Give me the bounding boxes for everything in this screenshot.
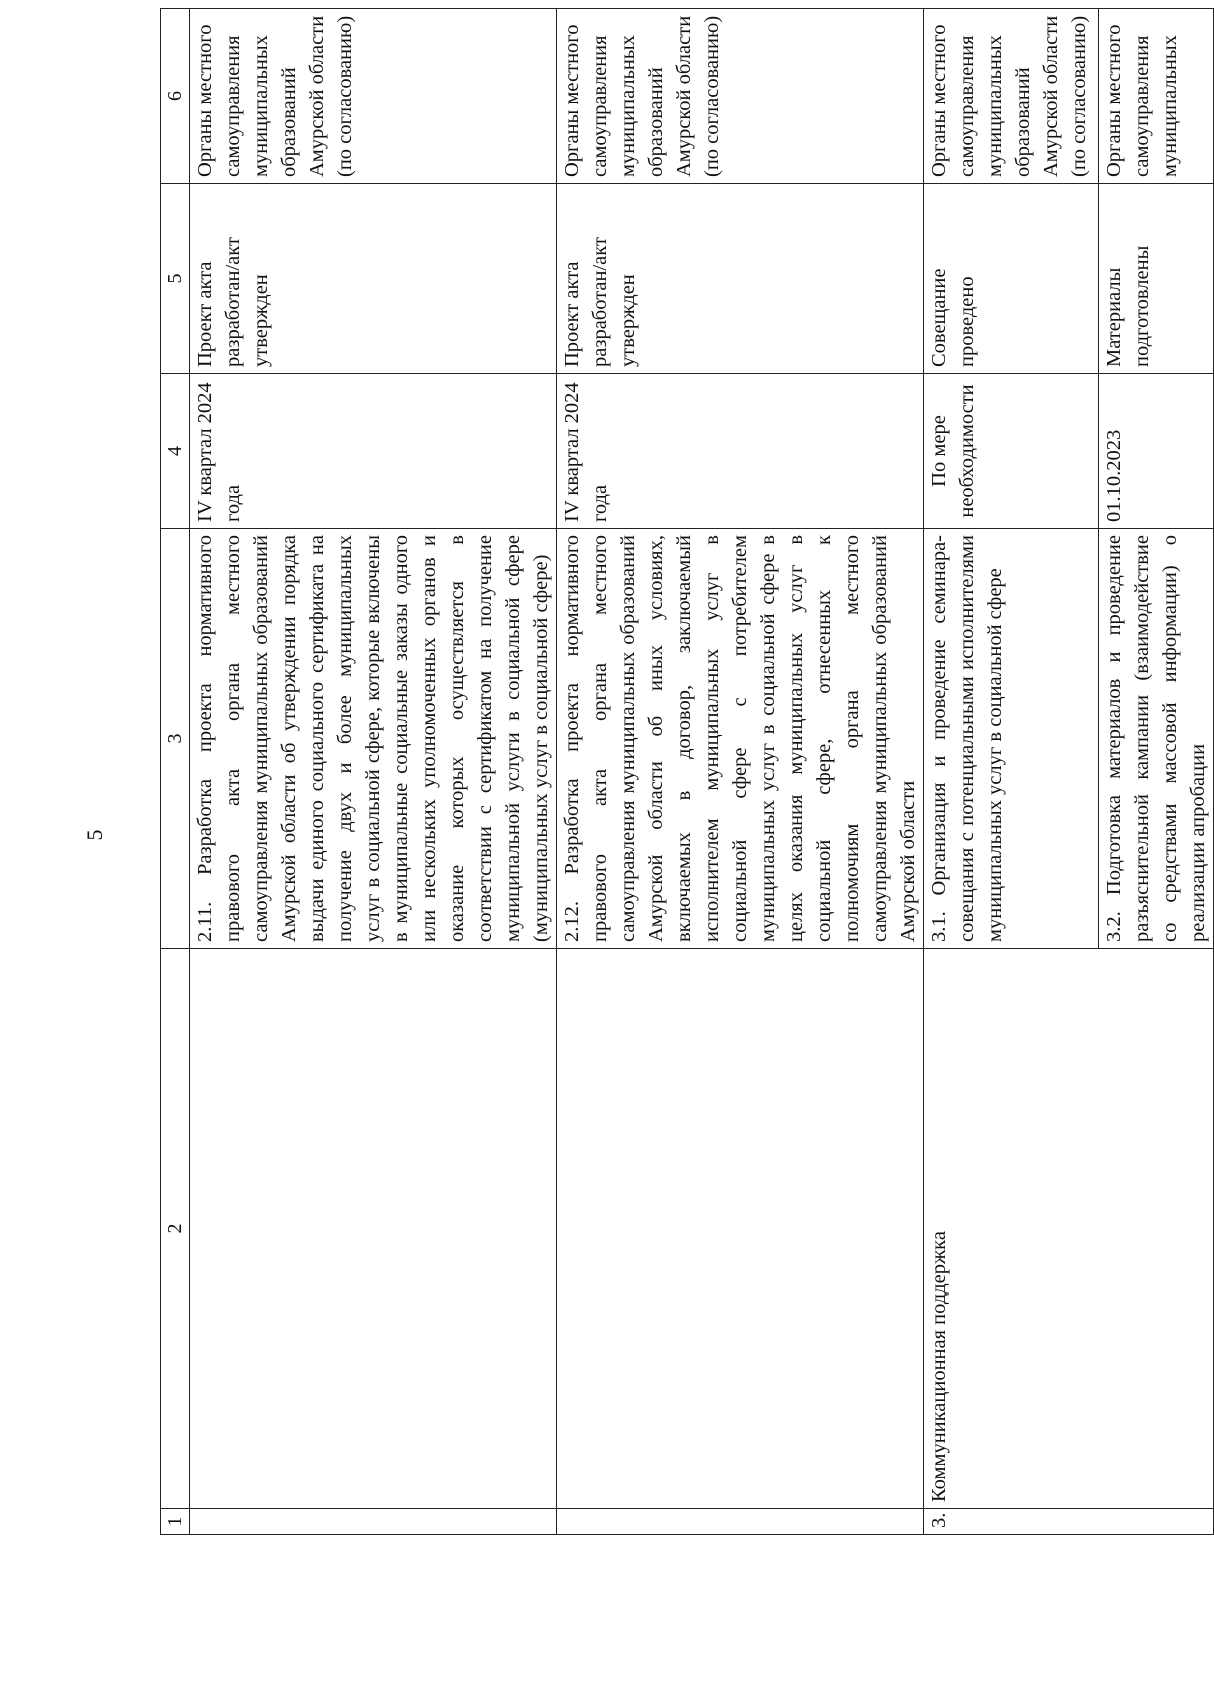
document-table-rotated: [160, 15, 1209, 1535]
deadline-2-11: IV квартал 2024 года: [190, 374, 557, 529]
responsible-3-1: Органы местного самоуправления муниципальных образований Амурской области (по согласованию): [924, 9, 1099, 184]
responsible-3-2: Органы местного самоуправления муниципальных: [1099, 9, 1214, 184]
deadline-2-12: IV квартал 2024 года: [557, 374, 924, 529]
responsible-2-12: Органы местного самоуправления муниципальных образований Амурской области (по согласованию): [557, 9, 924, 184]
table-row-section-3: [924, 9, 1099, 1535]
header-cell-6: 6: [161, 9, 190, 184]
header-cell-5: 5: [161, 184, 190, 374]
table-row: [557, 9, 924, 1535]
task-3-2: 3.2. Подготовка материалов и проведение разъяснительной кампании (взаимодействие со средствами массовой информации) о реализации апробации: [1099, 529, 1214, 949]
result-2-12: Проект акта разработан/акт утвержден: [557, 184, 924, 374]
row-number: [190, 1509, 557, 1535]
deadline-3-1: По мере необходимости: [924, 374, 1099, 529]
header-row: [161, 9, 190, 1535]
header-cell-1: 1: [161, 1509, 190, 1535]
responsible-2-11: Органы местного самоуправления муниципальных образований Амурской области (по согласованию): [190, 9, 557, 184]
result-3-2: Материалы подготовлены: [1099, 184, 1214, 374]
plan-table: [160, 8, 1214, 1535]
table-row: [190, 9, 557, 1535]
row-number: [557, 1509, 924, 1535]
task-2-12: 2.12. Разработка проекта нормативного правового акта органа местного самоуправления муниципальных образований Амурской области об иных условиях, включаемых в договор, заключаемый исполнителем муниципальных услуг в социальной сфере с потребителем муниципальных услуг в социальной сфере в целях оказания муниципальных услуг в социальной сфере, отнесенных к полномочиям органа местного самоуправления муниципальных образований Амурской области: [557, 529, 924, 949]
task-3-1: 3.1. Организация и проведение семинара-совещания с потенциальными исполнителями муниципальных услуг в социальной сфере: [924, 529, 1099, 949]
section-3-title: Коммуникационная поддержка: [924, 949, 1214, 1509]
row-section: [557, 949, 924, 1509]
header-cell-2: 2: [161, 949, 190, 1509]
result-3-1: Совещание проведено: [924, 184, 1099, 374]
section-3-number: 3.: [924, 1509, 1214, 1535]
header-cell-4: 4: [161, 374, 190, 529]
result-2-11: Проект акта разработан/акт утвержден: [190, 184, 557, 374]
task-2-11: 2.11. Разработка проекта нормативного правового акта органа местного самоуправления муниципальных образований Амурской области об утверждении порядка выдачи единого социального сертификата на получение двух и более муниципальных услуг в социальной сфере, которые включены в муниципальные социальные заказы одного или нескольких уполномоченных органов и оказание которых осуществляется в соответствии с сертификатом на получение муниципальной услуги в социальной сфере (муниципальных услуг в социальной сфере): [190, 529, 557, 949]
row-section: [190, 949, 557, 1509]
header-cell-3: 3: [161, 529, 190, 949]
page-number: 5: [82, 829, 107, 841]
deadline-3-2: 01.10.2023: [1099, 374, 1214, 529]
